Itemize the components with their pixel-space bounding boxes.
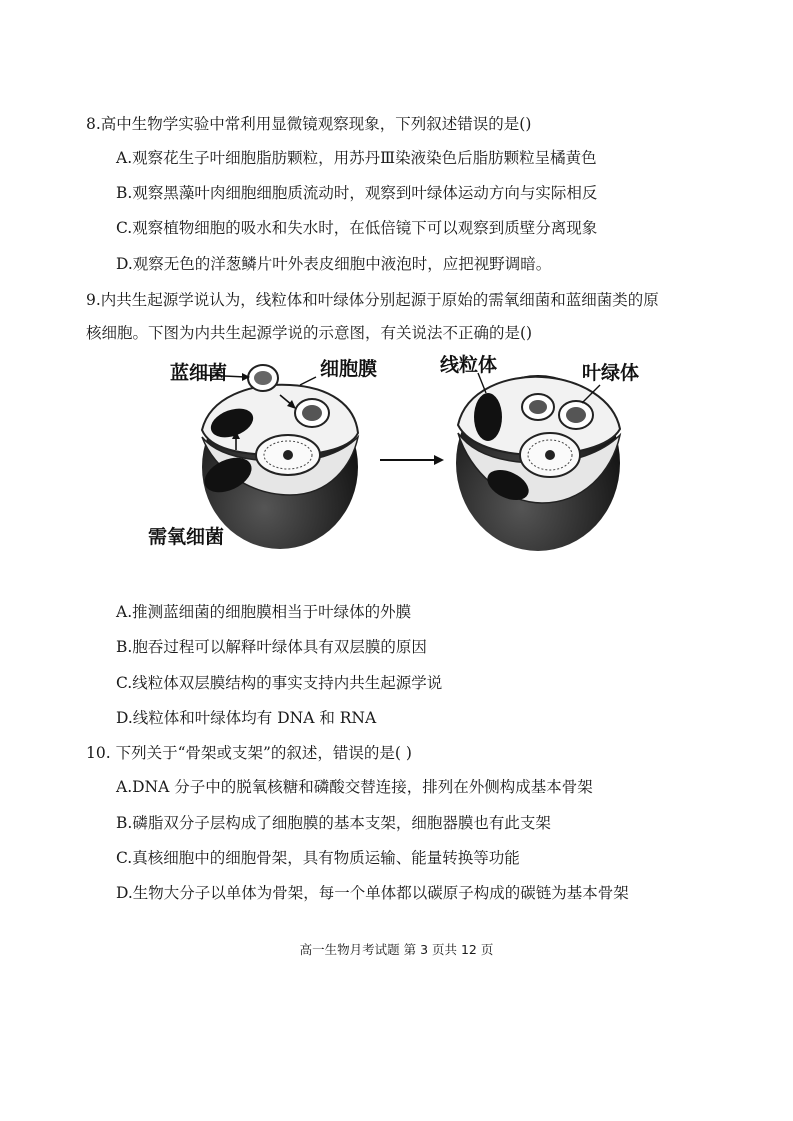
q9-option-b: B.胞吞过程可以解释叶绿体具有双层膜的原因: [116, 638, 427, 656]
q9-stem-line2: 核细胞。下图为内共生起源学说的示意图，有关说法不正确的是(): [86, 324, 533, 342]
label-cell-membrane: 细胞膜: [320, 358, 378, 380]
q8-stem: 8.高中生物学实验中常利用显微镜观察现象，下列叙述错误的是(): [86, 115, 532, 133]
right-cell: [456, 373, 620, 551]
q8-option-a: A.观察花生子叶细胞脂肪颗粒，用苏丹Ⅲ染液染色后脂肪颗粒呈橘黄色: [116, 149, 597, 167]
q10-option-c: C.真核细胞中的细胞骨架，具有物质运输、能量转换等功能: [116, 849, 520, 867]
label-mitochondria: 线粒体: [440, 354, 498, 376]
q10-option-a: A.DNA 分子中的脱氧核糖和磷酸交替连接，排列在外侧构成基本骨架: [116, 778, 593, 796]
q9-option-d: D.线粒体和叶绿体均有 DNA 和 RNA: [116, 709, 377, 727]
page-footer: 高一生物月考试题 第 3 页共 12 页: [299, 942, 494, 957]
q10-option-d: D.生物大分子以单体为骨架，每一个单体都以碳原子构成的碳链为基本骨架: [116, 884, 629, 902]
q8-option-b: B.观察黑藻叶肉细胞细胞质流动时，观察到叶绿体运动方向与实际相反: [116, 184, 598, 202]
q9-stem-line1: 9.内共生起源学说认为，线粒体和叶绿体分别起源于原始的需氧细菌和蓝细菌类的原: [86, 291, 659, 309]
label-aerobic-bacteria: 需氧细菌: [148, 526, 225, 548]
q9-option-a: A.推测蓝细菌的细胞膜相当于叶绿体的外膜: [116, 603, 412, 621]
label-cyanobacteria: 蓝细菌: [170, 362, 228, 384]
mitochondrion: [474, 393, 502, 441]
label-chloroplast: 叶绿体: [582, 362, 640, 384]
q8-option-d: D.观察无色的洋葱鳞片叶外表皮细胞中液泡时，应把视野调暗。: [116, 255, 552, 273]
q10-stem: 10. 下列关于“骨架或支架”的叙述，错误的是( ): [86, 744, 412, 762]
q8-option-c: C.观察植物细胞的吸水和失水时，在低倍镜下可以观察到质壁分离现象: [116, 219, 598, 237]
endosymbiosis-figure: [140, 345, 660, 560]
q9-option-c: C.线粒体双层膜结构的事实支持内共生起源学说: [116, 674, 443, 692]
q10-option-b: B.磷脂双分子层构成了细胞膜的基本支架，细胞器膜也有此支架: [116, 814, 551, 832]
left-cell: [199, 365, 358, 549]
